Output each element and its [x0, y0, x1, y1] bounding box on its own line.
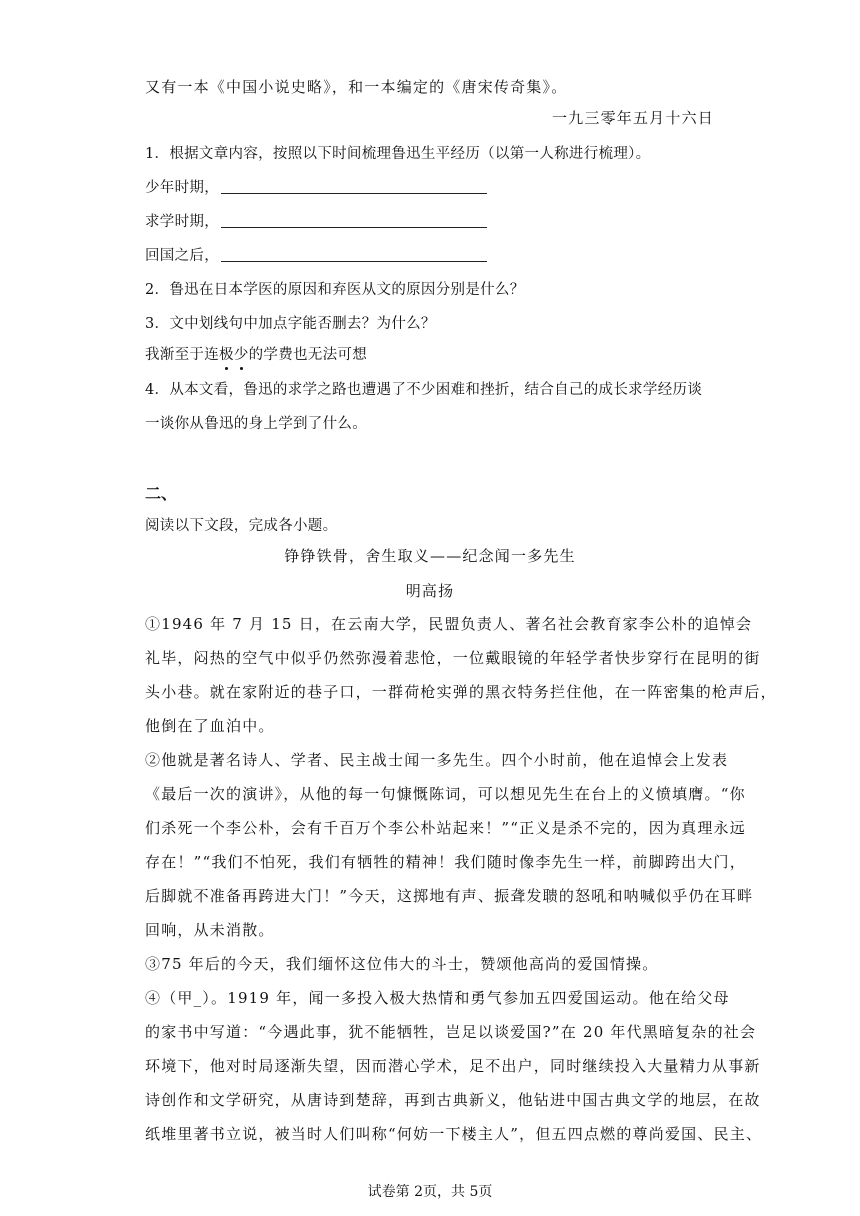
answer-blank[interactable]	[221, 247, 487, 262]
quoted-sentence	[145, 343, 367, 364]
answer-blank[interactable]	[221, 179, 487, 194]
answer-label: 少年时期，	[145, 180, 219, 196]
answer-row-1	[145, 176, 487, 197]
answer-label: 求学时期，	[145, 214, 219, 230]
paragraph-line: 回响，从未消散。	[145, 921, 275, 939]
paragraph-line: ①1946 年 7 月 15 日，在云南大学，民盟负责人、著名社会教育家李公朴的追悼会	[145, 615, 753, 633]
paragraph-line: 诗创作和文学研究，从唐诗到楚辞，再到古典新义，他钻进中国古典文学的地层，在故	[145, 1091, 761, 1109]
question-2: 2．鲁迅在日本学医的原因和弃医从文的原因分别是什么？	[145, 282, 525, 298]
paragraph-line: ②他就是著名诗人、学者、民主战士闻一多先生。四个小时前，他在追悼会上发表	[145, 751, 729, 769]
paragraph-line: 后脚就不准备再跨进大门！”今天，这掷地有声、振聋发聩的怒吼和呐喊似乎仍在耳畔	[145, 887, 754, 905]
question-4-line-2: 一谈你从鲁迅的身上学到了什么。	[145, 416, 367, 432]
date-line: 一九三零年五月十六日	[551, 109, 714, 127]
answer-row-3	[145, 244, 487, 265]
section-heading: 二、	[145, 484, 178, 503]
paragraph-line: 纸堆里著书立说，被当时人们叫称“何妨一下楼主人”，但五四点燃的尊尚爱国、民主、	[145, 1125, 763, 1143]
question-1: 1．根据文章内容，按照以下时间梳理鲁迅生平经历（以第一人称进行梳理）。	[145, 146, 651, 162]
page-footer: 试卷第 2页，共 5页	[367, 1184, 493, 1200]
question-3: 3．文中划线句中加点字能否删去？为什么？	[145, 316, 436, 332]
question-4-line-1: 4．从本文看，鲁迅的求学之路也遭遇了不少困难和挫折，结合自己的成长求学经历谈	[145, 382, 703, 398]
paragraph-line: 存在！”“我们不怕死，我们有牺牲的精神！我们随时像李先生一样，前脚跨出大门，	[145, 853, 746, 871]
sentence-part: 的学费也无法可想	[248, 347, 368, 363]
paragraph-line: 《最后一次的演讲》，从他的每一句慷慨陈词，可以想见先生在台上的义愤填膺。“你	[145, 785, 746, 803]
answer-label: 回国之后，	[145, 248, 219, 264]
paragraph-line: ④（甲_）。1919 年，闻一多投入极大热情和勇气参加五四爱国运动。他在给父母	[145, 989, 730, 1007]
article-title: 铮铮铁骨，舍生取义——纪念闻一多先生	[284, 547, 576, 565]
section-instruction: 阅读以下文段，完成各小题。	[145, 518, 338, 534]
article-author: 明高扬	[405, 582, 455, 600]
paragraph-line: 头小巷。就在家附近的巷子口，一群荷枪实弹的黑衣特务拦住他，在一阵密集的枪声后，	[145, 683, 777, 701]
paragraph-line: ③75 年后的今天，我们缅怀这位伟大的斗士，赞颂他高尚的爱国情操。	[145, 955, 659, 973]
dotted-char: 少	[234, 343, 249, 364]
paragraph-line: 环境下，他对时局逐渐失望，因而潜心学术，足不出户，同时继续投入大量精力从事新	[145, 1057, 761, 1075]
paragraph-line: 的家书中写道：“今遇此事，犹不能牺牲，岂足以谈爱国?”在 20 年代黑暗复杂的社会	[145, 1023, 757, 1041]
paragraph-line: 们杀死一个李公朴，会有千百万个李公朴站起来！”“正义是杀不完的，因为真理永远	[145, 819, 746, 837]
dotted-char: 极	[219, 343, 234, 364]
sentence-part: 我渐至于连	[145, 347, 219, 363]
paragraph-line: 礼毕，闷热的空气中似乎仍然弥漫着悲怆，一位戴眼镜的年轻学者快步穿行在昆明的街	[145, 649, 761, 667]
text-line: 又有一本《中国小说史略》，和一本编定的《唐宋传奇集》。	[145, 78, 568, 96]
answer-row-2	[145, 210, 487, 231]
answer-blank[interactable]	[221, 213, 487, 228]
paragraph-line: 他倒在了血泊中。	[145, 717, 275, 735]
